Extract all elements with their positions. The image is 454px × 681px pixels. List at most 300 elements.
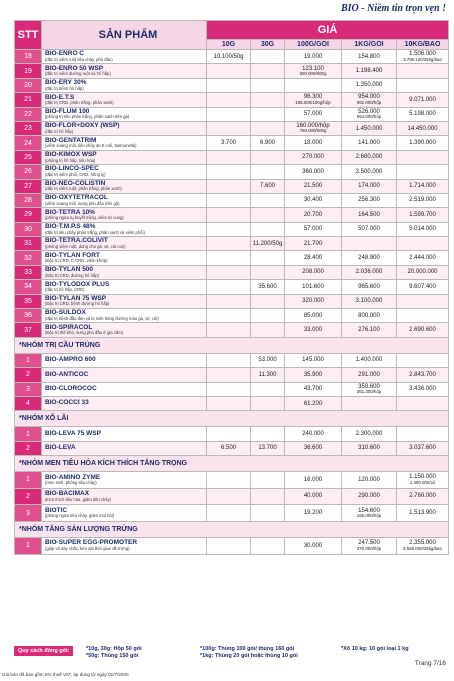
product-desc: (Đặc trị CRD, bệnh đường hô hấp): [45, 301, 110, 307]
header-product: SẢN PHẨM: [42, 21, 207, 50]
price-cell: [285, 179, 342, 193]
col-10g: 10G: [207, 40, 251, 50]
price-value: 33.000: [303, 326, 323, 333]
price-cell: [397, 251, 449, 265]
price-cell: [207, 368, 251, 382]
price-cell: [251, 93, 285, 107]
product-name: BIO-SPIRACOL: [45, 323, 93, 331]
pack-50: *50g: Thùng 150 gói: [86, 653, 139, 660]
price-cell: [285, 472, 342, 489]
product-desc: (đặc trị bệnh đầu đen và kí sinh trùng đường máu gà, vịt, cút): [45, 315, 159, 321]
price-value: 276.100: [358, 326, 380, 333]
price-cell: [397, 107, 449, 121]
row-product: [42, 93, 207, 107]
price-value: 13.700: [258, 445, 277, 452]
price-value: 19.000: [303, 53, 323, 60]
price-cell: [251, 165, 285, 179]
price-value: 57.000: [303, 226, 323, 233]
table-row: [15, 64, 449, 78]
table-row: [15, 50, 449, 64]
row-stt: 32: [15, 251, 42, 265]
price-cell: [397, 353, 449, 367]
row-product: [42, 222, 207, 236]
row-stt: 34: [15, 280, 42, 294]
price-cell: [207, 208, 251, 222]
price-cell: [207, 121, 251, 135]
rows-egg: [15, 537, 449, 554]
price-value: 1.506.000: [409, 51, 436, 58]
product-name: BIO-TYLAN FORT: [45, 251, 100, 259]
price-value: 35.600: [258, 283, 277, 290]
table-row: [15, 165, 449, 179]
price-cell: [397, 121, 449, 135]
price-cell: [397, 396, 449, 410]
price-cell: [285, 427, 342, 441]
price-cell: [251, 472, 285, 489]
row-stt: 29: [15, 208, 42, 222]
product-name: BIO-AMPRO 600: [45, 356, 96, 364]
row-product: [42, 323, 207, 337]
price-cell: [285, 64, 342, 78]
price-cell: [285, 136, 342, 150]
price-cell: [397, 441, 449, 455]
row-stt: 28: [15, 193, 42, 207]
price-cell: [251, 427, 285, 441]
price-value: 14.450.000: [407, 125, 438, 132]
price-value: 3.100.000: [355, 298, 383, 305]
vat-note: Giá bán đã bao gồm 5% thuế VAT, áp dụng từ ngày 01/7/2020: [2, 672, 129, 677]
product-desc: (đặc trị CRD, phân trắng, phân xanh): [45, 100, 114, 106]
product-name: BIO-TYLAN 75 WSP: [45, 294, 107, 302]
table-row: [15, 280, 449, 294]
product-desc: (Đặc trị CRD, đường hô hấp): [45, 272, 99, 278]
price-cell: [397, 294, 449, 308]
price-cell: [285, 93, 342, 107]
section-dewormer: *NHÓM XỔ LÃI: [15, 411, 449, 427]
price-value: 2.519.000: [409, 197, 436, 204]
price-cell: [251, 121, 285, 135]
price-value: 164.500: [358, 211, 380, 218]
product-desc: (đặc trị viêm đường ruột và hô hấp): [45, 71, 111, 77]
price-value: 18.000: [303, 139, 323, 146]
price-cell: [397, 537, 449, 554]
price-cell: [397, 193, 449, 207]
price-cell: [397, 208, 449, 222]
price-cell: [342, 208, 397, 222]
price-cell: [342, 93, 397, 107]
product-name: BIO-SULDOX: [45, 309, 86, 317]
price-cell: [342, 280, 397, 294]
price-cell: [285, 353, 342, 367]
price-value: 21.500: [303, 183, 323, 190]
row-stt: 23: [15, 121, 42, 135]
price-cell: [342, 78, 397, 92]
product-name: BIO-TETRA.COLIVIT: [45, 237, 108, 245]
rows-digestive: [15, 472, 449, 522]
price-alt: 962.000/hộp: [356, 99, 382, 105]
price-alt: 270.000/hộp: [356, 545, 382, 551]
price-cell: [397, 150, 449, 164]
row-product: [42, 237, 207, 251]
col-30g: 30G: [251, 40, 285, 50]
price-value: 30.000: [303, 542, 323, 549]
product-desc: (phòng ngừa tiêu chảy, giảm mùi hôi): [45, 513, 115, 519]
price-value: 240.000: [302, 430, 324, 437]
pack-10-30: *10g, 30g: Hộp 50 gói: [86, 646, 142, 652]
price-cell: [207, 488, 251, 505]
brand-slogan: BIO - Niềm tin trọn vẹn !: [340, 3, 446, 14]
price-cell: [251, 179, 285, 193]
row-product: [42, 165, 207, 179]
product-desc: (đặc trị viêm phổi, CRD, hồng lỵ): [45, 171, 106, 177]
product-name: BIO-ENRO C: [45, 50, 84, 58]
rows-antibiotics: [15, 50, 449, 338]
price-cell: [207, 441, 251, 455]
price-value: 3.500.000: [355, 168, 383, 175]
row-stt: 2: [15, 488, 42, 505]
price-value: 2.843.700: [409, 371, 436, 378]
price-cell: [251, 237, 285, 251]
rows-coccidia: [15, 353, 449, 411]
price-value: 61.200: [303, 400, 323, 407]
price-cell: [342, 150, 397, 164]
price-value: 123.100: [302, 65, 324, 72]
row-product: [42, 353, 207, 367]
price-cell: [285, 165, 342, 179]
price-value: 350.600: [358, 383, 380, 390]
table-row: [15, 323, 449, 337]
price-cell: [397, 382, 449, 396]
table-row: [15, 353, 449, 367]
product-desc: (phòng ngừa tụ huyết trùng, viêm tử cung): [45, 215, 124, 221]
price-cell: [207, 294, 251, 308]
product-name: BIO-LEVA 75 WSP: [45, 429, 101, 437]
price-value: 57.000: [303, 111, 323, 118]
price-value: 101.600: [302, 283, 324, 290]
price-cell: [342, 64, 397, 78]
product-desc: (men sinh, phòng tiêu chảy): [45, 480, 97, 486]
price-cell: [342, 193, 397, 207]
row-stt: 33: [15, 265, 42, 279]
row-product: [42, 441, 207, 455]
price-alt: 750.000/500g: [299, 128, 327, 134]
price-cell: [285, 237, 342, 251]
row-product: [42, 488, 207, 505]
product-name: BIO-BACIMAX: [45, 490, 90, 498]
product-name: BIO-TYLODOX PLUS: [45, 280, 110, 288]
row-product: [42, 427, 207, 441]
row-product: [42, 251, 207, 265]
price-cell: [285, 50, 342, 64]
product-desc: (Đặc trị CRD, C.CRD, viêm khớp): [45, 258, 108, 264]
row-product: [42, 265, 207, 279]
price-value: 20.000.000: [407, 269, 438, 276]
price-alt: 106.000/100g/hộp: [295, 99, 331, 105]
product-desc: (viêm xoang mũi, tiêu chảy do E.coli, Salmonella): [45, 143, 137, 149]
price-cell: [397, 280, 449, 294]
row-stt: 37: [15, 323, 42, 337]
row-product: [42, 64, 207, 78]
price-cell: [251, 265, 285, 279]
price-cell: [397, 488, 449, 505]
row-stt: 27: [15, 179, 42, 193]
packing-large: [200, 646, 298, 661]
price-value: 3.436.000: [409, 386, 436, 393]
price-cell: [207, 353, 251, 367]
price-cell: [285, 488, 342, 505]
price-cell: [397, 136, 449, 150]
product-name: BIO-SUPER EGG-PROMOTER: [45, 539, 138, 547]
price-cell: [397, 237, 449, 251]
price-cell: [285, 280, 342, 294]
product-name: BIO-NEO-COLISTIN: [45, 179, 106, 187]
price-cell: [285, 265, 342, 279]
price-value: 21.700: [303, 240, 323, 247]
product-name: BIO-TETRA 10%: [45, 208, 95, 216]
price-value: 360.000: [302, 168, 324, 175]
price-value: 9.071.000: [409, 96, 436, 103]
price-cell: [342, 505, 397, 522]
price-value: 174.000: [358, 183, 380, 190]
section-digestive: *NHÓM MEN TIÊU HÓA KÍCH THÍCH TĂNG TRỌNG: [15, 456, 449, 472]
price-cell: [285, 222, 342, 236]
product-name: BIO-GENTATRIM: [45, 136, 97, 144]
price-cell: [342, 136, 397, 150]
row-stt: 25: [15, 150, 42, 164]
price-value: 16.000: [303, 476, 323, 483]
price-value: 2.690.600: [409, 326, 436, 333]
product-desc: (đặc trị viêm ruột tiêu chảy, phù đầu): [45, 56, 113, 62]
product-name: BIO-AMINO ZYME: [45, 473, 101, 481]
price-cell: [342, 294, 397, 308]
table-row: [15, 427, 449, 441]
price-cell: [251, 280, 285, 294]
price-value: 1.714.000: [409, 183, 436, 190]
price-cell: [285, 107, 342, 121]
price-cell: [251, 150, 285, 164]
price-value: 2.036.000: [355, 269, 383, 276]
price-value: 526.000: [358, 108, 380, 115]
price-cell: [342, 396, 397, 410]
price-value: 208.000: [302, 269, 324, 276]
product-desc: (đặc trị tiêu chảy phân trắng, phân xanh và viêm phổi): [45, 229, 145, 235]
product-name: BIO-FLUM 100: [45, 107, 90, 115]
row-stt: 36: [15, 309, 42, 323]
product-name: BIO-KIMOX WSP: [45, 151, 97, 159]
header-stt: STT: [15, 21, 42, 50]
row-stt: 20: [15, 78, 42, 92]
price-cell: [342, 179, 397, 193]
price-alt: 1.300.000/xô: [409, 479, 436, 485]
price-value: 3.700: [220, 139, 236, 146]
price-cell: [251, 78, 285, 92]
price-cell: [251, 488, 285, 505]
price-cell: [397, 505, 449, 522]
price-cell: [285, 441, 342, 455]
row-stt: 3: [15, 382, 42, 396]
price-cell: [397, 427, 449, 441]
row-product: [42, 368, 207, 382]
row-stt: 18: [15, 50, 42, 64]
price-cell: [342, 323, 397, 337]
price-cell: [251, 309, 285, 323]
table-row: [15, 93, 449, 107]
price-value: 5.198.000: [409, 111, 436, 118]
price-cell: [397, 309, 449, 323]
price-cell: [342, 441, 397, 455]
price-value: 247.500: [358, 540, 380, 547]
price-alt: 3.796.100/25kg/bao: [403, 56, 442, 62]
pack-10kg: *Xô 10 kg: 10 gói loại 1 kg: [341, 646, 409, 652]
table-row: [15, 150, 449, 164]
price-value: 11.300: [258, 371, 277, 378]
product-name: BIO-FLOR+DOXY (WSP): [45, 122, 120, 130]
price-value: 2.760.000: [409, 493, 436, 500]
row-stt: 24: [15, 136, 42, 150]
price-cell: [251, 294, 285, 308]
price-cell: [207, 265, 251, 279]
price-cell: [285, 396, 342, 410]
price-cell: [251, 222, 285, 236]
product-name: BIOTIC: [45, 506, 68, 514]
price-alt: 361.300/hộp: [356, 389, 382, 395]
price-value: 507.000: [358, 226, 380, 233]
price-value: 40.000: [303, 493, 323, 500]
price-cell: [251, 193, 285, 207]
row-stt: 2: [15, 368, 42, 382]
price-cell: [207, 309, 251, 323]
table-row: [15, 265, 449, 279]
table-row: [15, 208, 449, 222]
price-cell: [207, 382, 251, 396]
row-product: [42, 136, 207, 150]
price-value: 291.000: [358, 371, 380, 378]
price-value: 1.350.000: [355, 82, 383, 89]
price-cell: [251, 64, 285, 78]
price-cell: [285, 150, 342, 164]
product-name: BIO-E.T.S: [45, 93, 75, 101]
product-desc: (viêm xoang mũi, sưng phù đầu trên gà): [45, 200, 120, 206]
row-product: [42, 294, 207, 308]
row-stt: 22: [15, 107, 42, 121]
table-row: [15, 505, 449, 522]
product-desc: (Đặc trị thở khò, sưng phù đầu ở gia cầm): [45, 330, 124, 336]
price-value: 96.300: [303, 94, 323, 101]
price-cell: [342, 121, 397, 135]
col-100g: 100G/GÓI: [285, 40, 342, 50]
price-value: 290.000: [358, 493, 380, 500]
price-cell: [285, 309, 342, 323]
price-cell: [207, 396, 251, 410]
price-cell: [342, 537, 397, 554]
product-name: BIO-COCCI 33: [45, 399, 89, 407]
price-cell: [207, 93, 251, 107]
packing-label: Quy cách đóng gói:: [14, 646, 73, 656]
price-cell: [285, 121, 342, 135]
price-cell: [342, 382, 397, 396]
price-value: 2.444.000: [409, 255, 436, 262]
price-cell: [342, 368, 397, 382]
table-row: [15, 382, 449, 396]
price-value: 120.000: [358, 476, 380, 483]
product-name: BIO-OXYTETRACOL: [45, 194, 108, 202]
price-cell: [285, 382, 342, 396]
price-value: 30.400: [303, 197, 323, 204]
price-alt: 165.000/hộp: [356, 512, 382, 518]
row-product: [42, 505, 207, 522]
price-cell: [207, 505, 251, 522]
price-value: 1.599.700: [409, 211, 436, 218]
price-cell: [397, 179, 449, 193]
price-value: 7.600: [259, 183, 275, 190]
price-cell: [285, 251, 342, 265]
price-value: 5.014.000: [409, 226, 436, 233]
price-cell: [251, 368, 285, 382]
table-row: [15, 237, 449, 251]
price-cell: [251, 396, 285, 410]
row-stt: 1: [15, 537, 42, 554]
table-row: [15, 472, 449, 489]
product-desc: (phòng viêm ruột, dùng cho gà, vịt, cút con): [45, 243, 126, 249]
row-stt: 21: [15, 93, 42, 107]
row-product: [42, 472, 207, 489]
price-cell: [285, 193, 342, 207]
row-product: [42, 208, 207, 222]
price-value: 1.450.000: [355, 125, 383, 132]
price-cell: [207, 323, 251, 337]
row-stt: 31: [15, 237, 42, 251]
page-number: Trang 7/16: [414, 660, 446, 667]
price-cell: [251, 208, 285, 222]
product-name: BIO-ENRO 50 WSP: [45, 64, 104, 72]
row-product: [42, 309, 207, 323]
price-value: 1.513.900: [409, 509, 436, 516]
price-cell: [207, 193, 251, 207]
price-cell: [251, 323, 285, 337]
price-cell: [251, 251, 285, 265]
price-cell: [397, 222, 449, 236]
row-stt: 1: [15, 427, 42, 441]
price-value: 28.400: [303, 255, 323, 262]
table-row: [15, 251, 449, 265]
price-alt: 600.000/500g: [299, 70, 327, 76]
table-row: [15, 222, 449, 236]
price-cell: [251, 107, 285, 121]
price-value: 85.000: [303, 312, 323, 319]
price-cell: [285, 323, 342, 337]
price-value: 6.500: [220, 445, 236, 452]
price-value: 9.607.400: [409, 283, 436, 290]
price-cell: [342, 309, 397, 323]
table-row: [15, 78, 449, 92]
table-row: [15, 396, 449, 410]
price-cell: [285, 294, 342, 308]
table-row: [15, 309, 449, 323]
row-product: [42, 50, 207, 64]
price-value: 2.355.000: [409, 540, 436, 547]
row-product: [42, 193, 207, 207]
price-value: 270.000: [302, 154, 324, 161]
price-cell: [251, 537, 285, 554]
price-cell: [342, 50, 397, 64]
col-1kg: 1KG/GÓI: [342, 40, 397, 50]
price-value: 53.000: [258, 357, 277, 364]
price-value: 954.000: [358, 94, 380, 101]
product-desc: (phòng trị hô hấp, tiêu hóa): [45, 157, 96, 163]
product-desc: (đặc trị hô hấp, CRD): [45, 287, 85, 293]
price-value: 20.700: [303, 211, 323, 218]
table-row: [15, 179, 449, 193]
